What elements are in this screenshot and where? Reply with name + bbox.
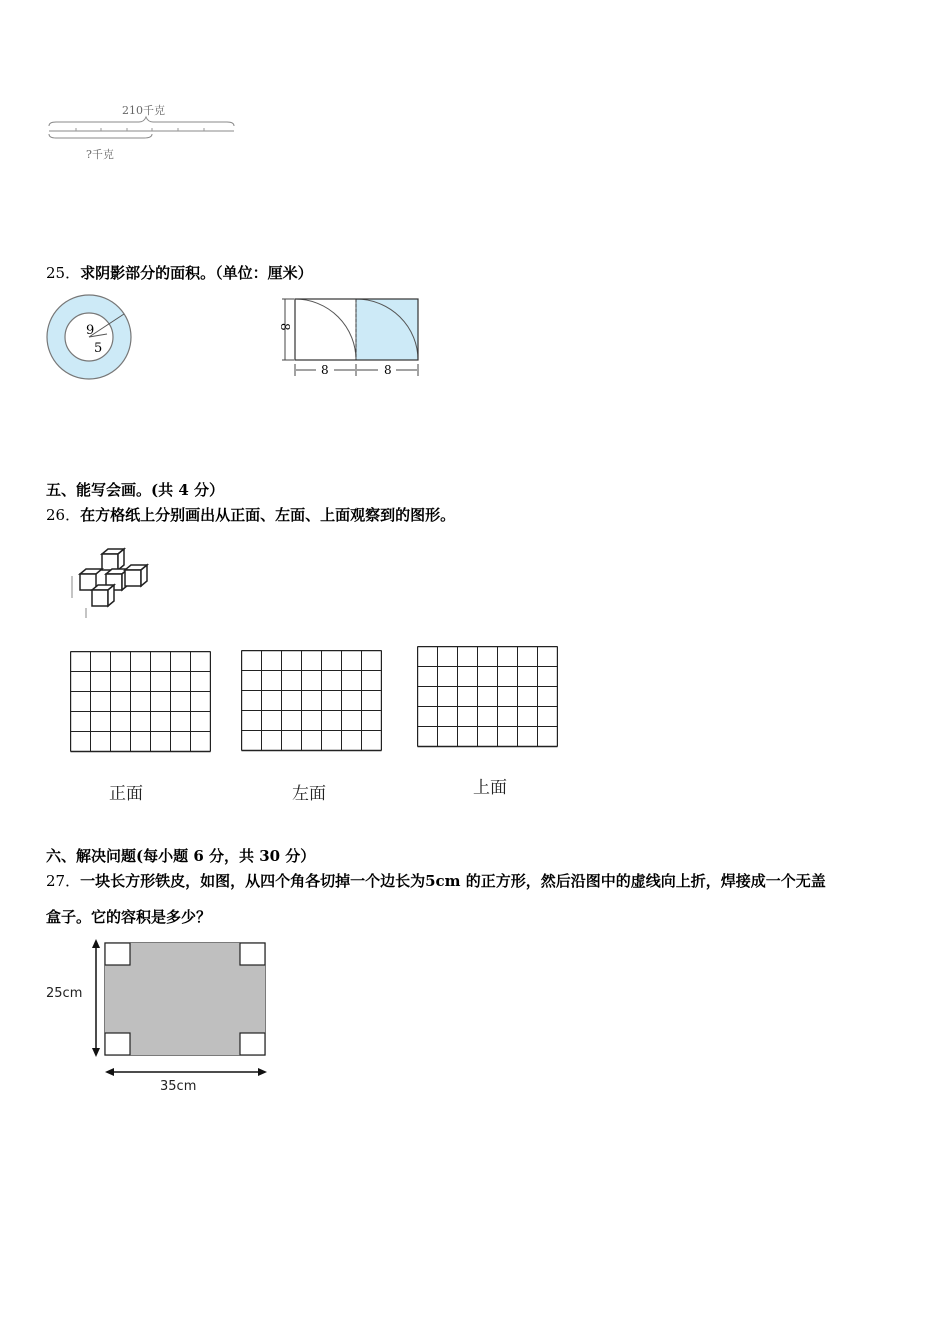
grid-front[interactable] — [70, 651, 211, 776]
question-text: 一块长方形铁皮，如图，从四个角各切掉一个边长为5cm 的正方形，然后沿图中的虚线向上折，焊接成一个无盖 — [80, 872, 826, 890]
grid-front-label: 正面 — [109, 784, 143, 804]
grid-left-label: 左面 — [292, 784, 326, 804]
question-text: 在方格纸上分别画出从正面、左面、上面观察到的图形。 — [80, 506, 456, 524]
height-dimension-label: 25cm — [46, 986, 83, 1001]
question-number: 25． — [46, 264, 81, 282]
bottom-weight-label: ?千克 — [86, 148, 114, 161]
rect-height-label: 8 — [278, 323, 292, 331]
question-27-line2: 盒子。它的容积是多少？ — [46, 908, 212, 926]
grid-paper[interactable] — [417, 646, 558, 767]
grid-top[interactable] — [417, 646, 558, 771]
grid-left[interactable] — [241, 650, 382, 775]
section-5-title: 五、能写会画。(共 4 分） — [46, 481, 224, 499]
top-weight-label: 210千克 — [122, 104, 165, 117]
ring-inner-label: 5 — [94, 341, 103, 356]
cube-stack-figure — [68, 546, 163, 621]
quarter-circle-figure — [276, 292, 426, 382]
question-27-line1 — [46, 870, 826, 891]
question-number: 26． — [46, 506, 81, 524]
bar-segments — [44, 114, 244, 144]
weight-bar-diagram — [44, 100, 244, 165]
grid-paper[interactable] — [70, 651, 211, 772]
question-number: 27． — [46, 872, 81, 890]
section-6-title: 六、解决问题(每小题 6 分，共 30 分） — [46, 847, 316, 865]
sheet-metal-figure — [40, 935, 275, 1100]
rect-right-width-label: 8 — [384, 363, 392, 377]
question-26 — [46, 504, 455, 525]
rect-left-width-label: 8 — [321, 363, 329, 377]
grid-top-label: 上面 — [473, 778, 507, 798]
ring-outer-label: 9 — [86, 323, 95, 338]
grid-paper[interactable] — [241, 650, 382, 771]
ring-figure — [44, 292, 139, 382]
question-text: 求阴影部分的面积。（单位：厘米） — [80, 264, 313, 282]
question-25 — [46, 262, 313, 283]
width-dimension-label: 35cm — [160, 1079, 197, 1094]
